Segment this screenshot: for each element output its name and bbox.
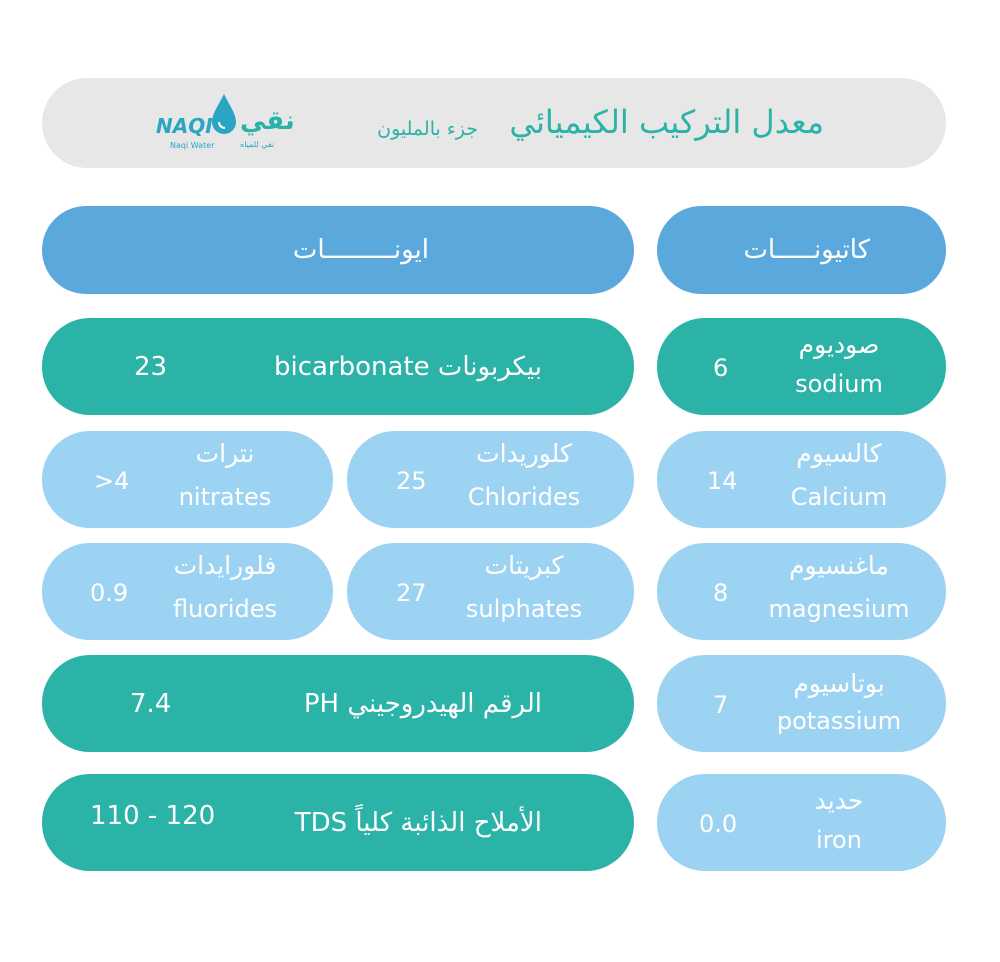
cation-name-ar: صوديوم [798,330,880,359]
ph-label: الرقم الهيدروجيني PH [303,688,542,719]
cation-name-en: sodium [795,370,883,398]
cation-name-en: Calcium [790,483,888,511]
bicarbonate-value: 23 [134,351,168,382]
logo-latin-text: NAQI [156,114,213,138]
anions-header-label: ايونـــــــــات [292,235,429,265]
anion-value: >4 [94,467,130,495]
cation-calcium [657,431,946,528]
bicarbonate-label: بيكربونات bicarbonate [273,351,542,382]
cation-value: 6 [713,354,729,382]
cation-iron [657,774,946,871]
brand-logo [148,92,298,158]
ph-value: 7.4 [130,688,172,719]
anion-fluorides [42,543,333,640]
tds-row [42,774,634,871]
anion-value: 0.9 [90,579,129,607]
cation-name-en: magnesium [768,595,910,623]
anion-name-ar: كلوريدات [476,439,572,468]
anion-value: 27 [396,579,427,607]
cation-name-ar: كالسيوم [796,439,882,468]
logo-tagline-en: Naqi Water [170,141,215,150]
anion-name-en: fluorides [172,595,278,623]
anion-name-ar: فلورايدات [173,551,277,580]
water-drop-icon [210,92,238,138]
anion-name-en: Chlorides [467,483,581,511]
cation-name-ar: ماغنسيوم [789,551,889,580]
bicarbonate-row [42,318,634,415]
anion-name-en: sulphates [465,595,583,623]
anions-header [42,206,634,294]
cations-header-label: كاتيونـــــات [743,235,870,265]
cation-name-en: iron [816,826,862,854]
anion-name-ar: نترات [195,439,255,468]
cation-name-en: potassium [776,707,902,735]
anion-chlorides [347,431,634,528]
logo-arabic-text: نقي [240,106,295,136]
cation-sodium [657,318,946,415]
anion-name-en: nitrates [178,483,272,511]
anion-name-ar: كبريتات [484,551,564,580]
cation-magnesium [657,543,946,640]
cation-name-ar: حديد [814,786,864,815]
page-subtitle: جزء بالمليون [377,118,478,140]
ph-row [42,655,634,752]
tds-value: 110 - 120 [90,800,216,831]
tds-label: الأملاح الذائبة كلياً TDS [294,807,542,838]
anion-nitrates [42,431,333,528]
cation-value: 14 [707,467,738,495]
cation-potassium [657,655,946,752]
cation-value: 0.0 [699,810,738,838]
page-title: معدل التركيب الكيميائي [509,103,824,141]
anion-sulphates [347,543,634,640]
cation-value: 7 [713,691,729,719]
logo-tagline-ar: نقي للمياه [240,140,275,149]
cation-value: 8 [713,579,729,607]
anion-value: 25 [396,467,427,495]
cations-header [657,206,946,294]
cation-name-ar: بوتاسيوم [793,669,885,698]
